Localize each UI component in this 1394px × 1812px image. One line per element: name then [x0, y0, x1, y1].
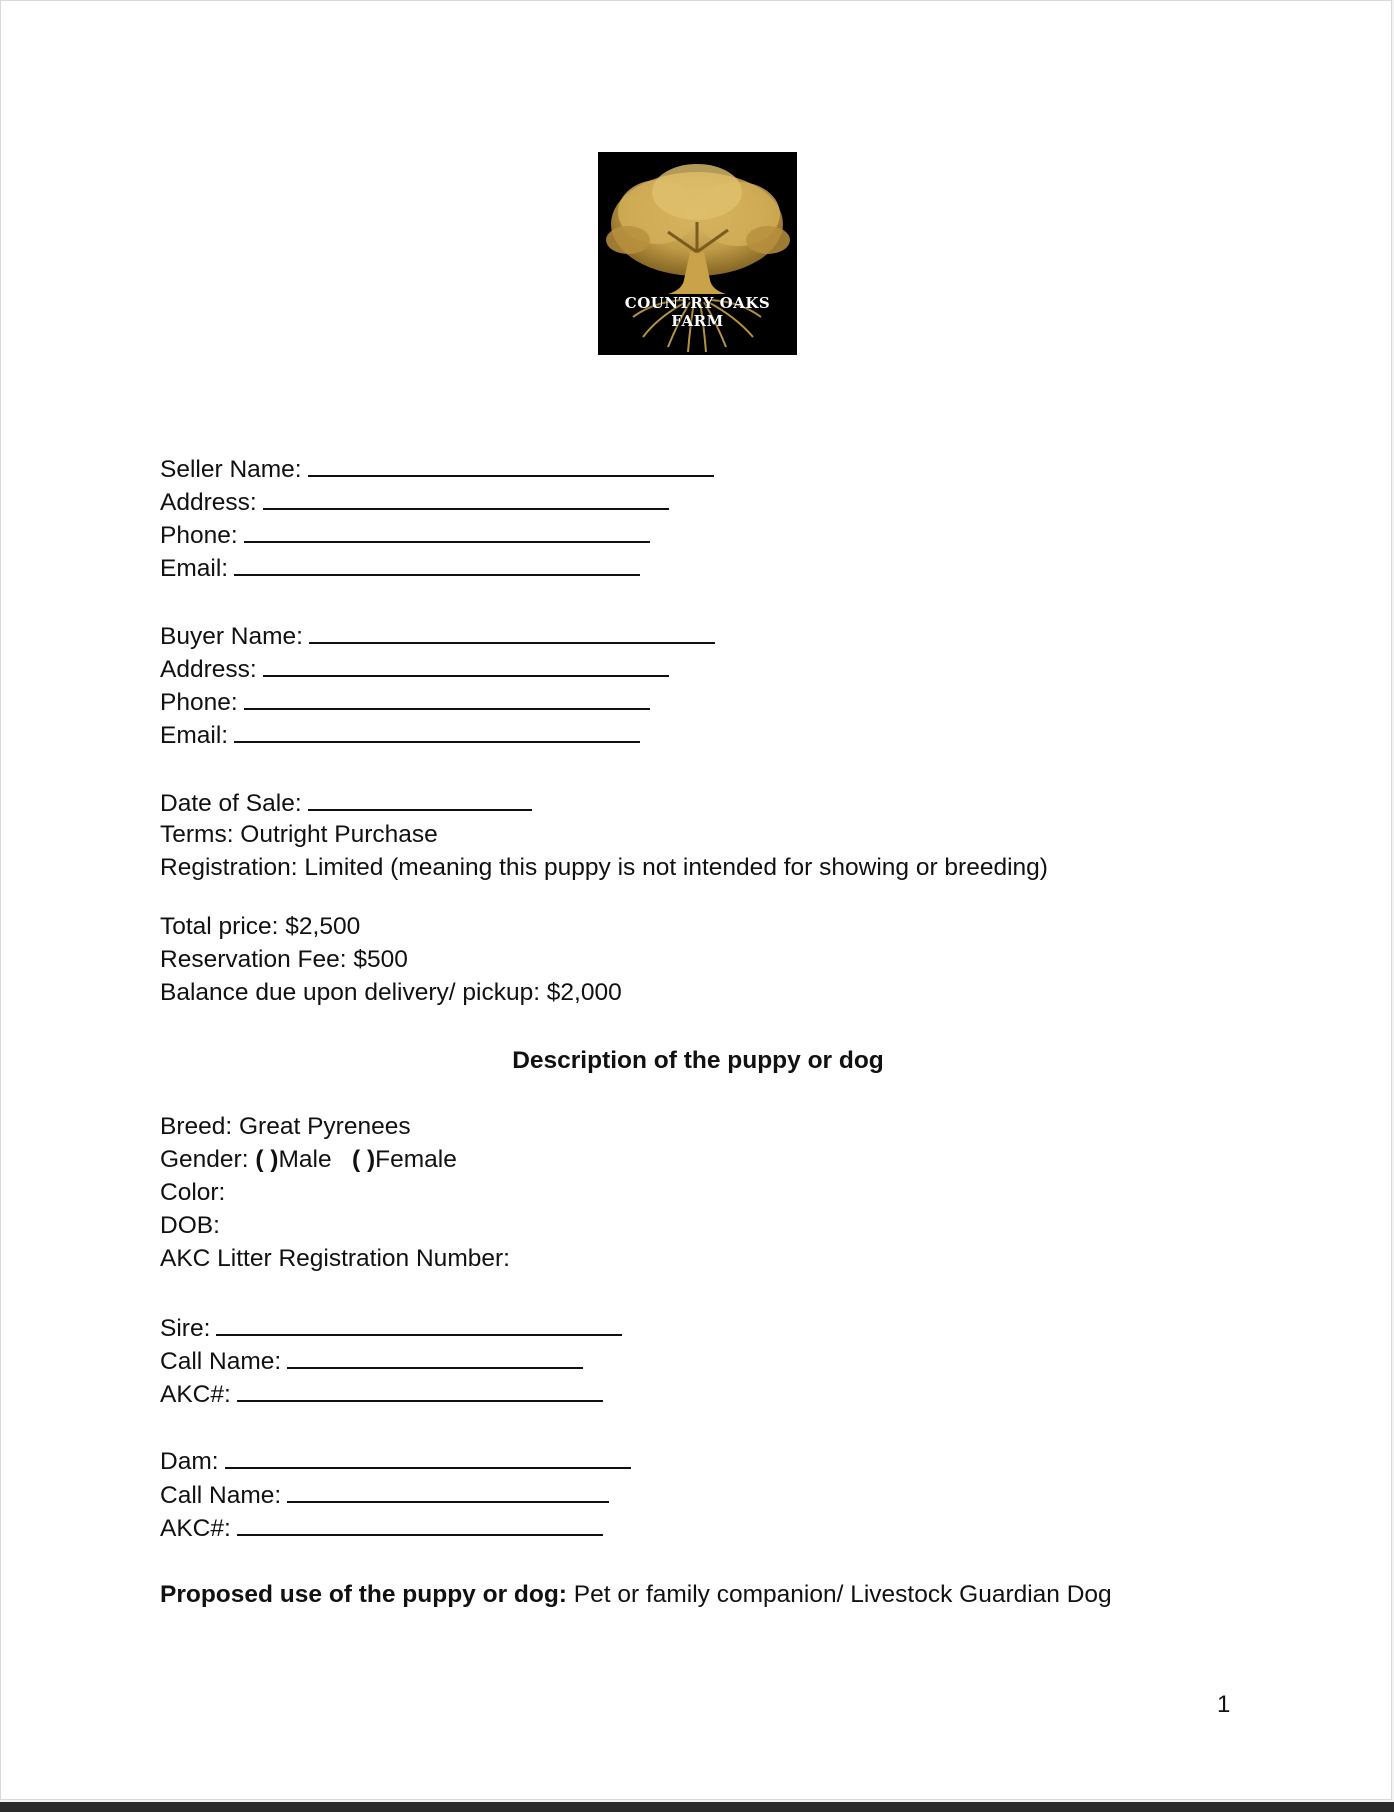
- sire-call-name-row: [160, 1345, 583, 1375]
- dam-call-name-row: [160, 1479, 609, 1509]
- sire-akc-blank[interactable]: [237, 1378, 603, 1402]
- gender-female-label: Female: [375, 1146, 457, 1173]
- dob-label: DOB:: [160, 1212, 220, 1239]
- gender-female-checkbox[interactable]: ( ): [352, 1146, 376, 1173]
- sire-call-name-blank[interactable]: [287, 1345, 583, 1369]
- buyer-name-blank[interactable]: [309, 620, 715, 644]
- proposed-use-value: Pet or family companion/ Livestock Guardian Dog: [573, 1581, 1112, 1608]
- seller-email-label: Email:: [160, 555, 229, 582]
- logo-text: COUNTRY OAKS FARM: [624, 294, 771, 330]
- balance-due-text: Balance due upon delivery/ pickup: $2,000: [160, 979, 622, 1006]
- sire-label: Sire:: [160, 1315, 211, 1342]
- proposed-use-label: Proposed use of the puppy or dog:: [160, 1581, 567, 1608]
- litter-registration-label: AKC Litter Registration Number:: [160, 1245, 510, 1272]
- date-of-sale-row: [160, 787, 532, 817]
- viewer-bottom-bar: [0, 1802, 1394, 1812]
- page-number: 1: [1217, 1691, 1231, 1718]
- sire-akc-row: [160, 1378, 603, 1408]
- seller-address-blank[interactable]: [263, 486, 669, 510]
- seller-name-blank[interactable]: [308, 453, 714, 477]
- breed-text: Breed: Great Pyrenees: [160, 1113, 411, 1140]
- seller-email-blank[interactable]: [234, 552, 640, 576]
- buyer-phone-blank[interactable]: [244, 686, 650, 710]
- dam-call-name-label: Call Name:: [160, 1482, 282, 1509]
- seller-address-label: Address:: [160, 489, 257, 516]
- sire-call-name-label: Call Name:: [160, 1348, 282, 1375]
- seller-phone-row: [160, 519, 650, 549]
- dam-label: Dam:: [160, 1448, 219, 1475]
- seller-address-row: [160, 486, 669, 516]
- terms-text: Terms: Outright Purchase: [160, 821, 438, 848]
- description-heading: Description of the puppy or dog: [512, 1047, 884, 1074]
- sire-row: [160, 1312, 622, 1342]
- date-of-sale-blank[interactable]: [308, 787, 532, 811]
- dam-akc-blank[interactable]: [237, 1512, 603, 1536]
- seller-email-row: [160, 552, 640, 582]
- buyer-email-label: Email:: [160, 722, 229, 749]
- sire-blank[interactable]: [216, 1312, 622, 1336]
- registration-text: Registration: Limited (meaning this puppy is not intended for showing or breeding): [160, 854, 1048, 881]
- seller-name-row: [160, 453, 714, 483]
- seller-phone-label: Phone:: [160, 522, 238, 549]
- gender-male-checkbox[interactable]: ( ): [255, 1146, 279, 1173]
- color-label: Color:: [160, 1179, 226, 1206]
- sire-akc-label: AKC#:: [160, 1381, 231, 1408]
- buyer-address-label: Address:: [160, 656, 257, 683]
- dam-call-name-blank[interactable]: [287, 1479, 609, 1503]
- seller-name-label: Seller Name:: [160, 456, 302, 483]
- gender-male-label: Male: [278, 1146, 332, 1173]
- total-price-text: Total price: $2,500: [160, 913, 361, 940]
- gender-row: [160, 1145, 457, 1175]
- seller-phone-blank[interactable]: [244, 519, 650, 543]
- buyer-phone-label: Phone:: [160, 689, 238, 716]
- buyer-address-row: [160, 653, 669, 683]
- dam-akc-label: AKC#:: [160, 1515, 231, 1542]
- buyer-phone-row: [160, 686, 650, 716]
- buyer-name-row: [160, 620, 715, 650]
- buyer-name-label: Buyer Name:: [160, 623, 303, 650]
- buyer-email-row: [160, 719, 640, 749]
- farm-logo: [598, 152, 797, 355]
- date-of-sale-label: Date of Sale:: [160, 790, 302, 817]
- proposed-use-row: [160, 1580, 1112, 1610]
- gender-label: Gender:: [160, 1146, 249, 1173]
- buyer-email-blank[interactable]: [234, 719, 640, 743]
- dam-row: [160, 1445, 631, 1475]
- buyer-address-blank[interactable]: [263, 653, 669, 677]
- reservation-fee-text: Reservation Fee: $500: [160, 946, 408, 973]
- dam-akc-row: [160, 1512, 603, 1542]
- dam-blank[interactable]: [225, 1445, 631, 1469]
